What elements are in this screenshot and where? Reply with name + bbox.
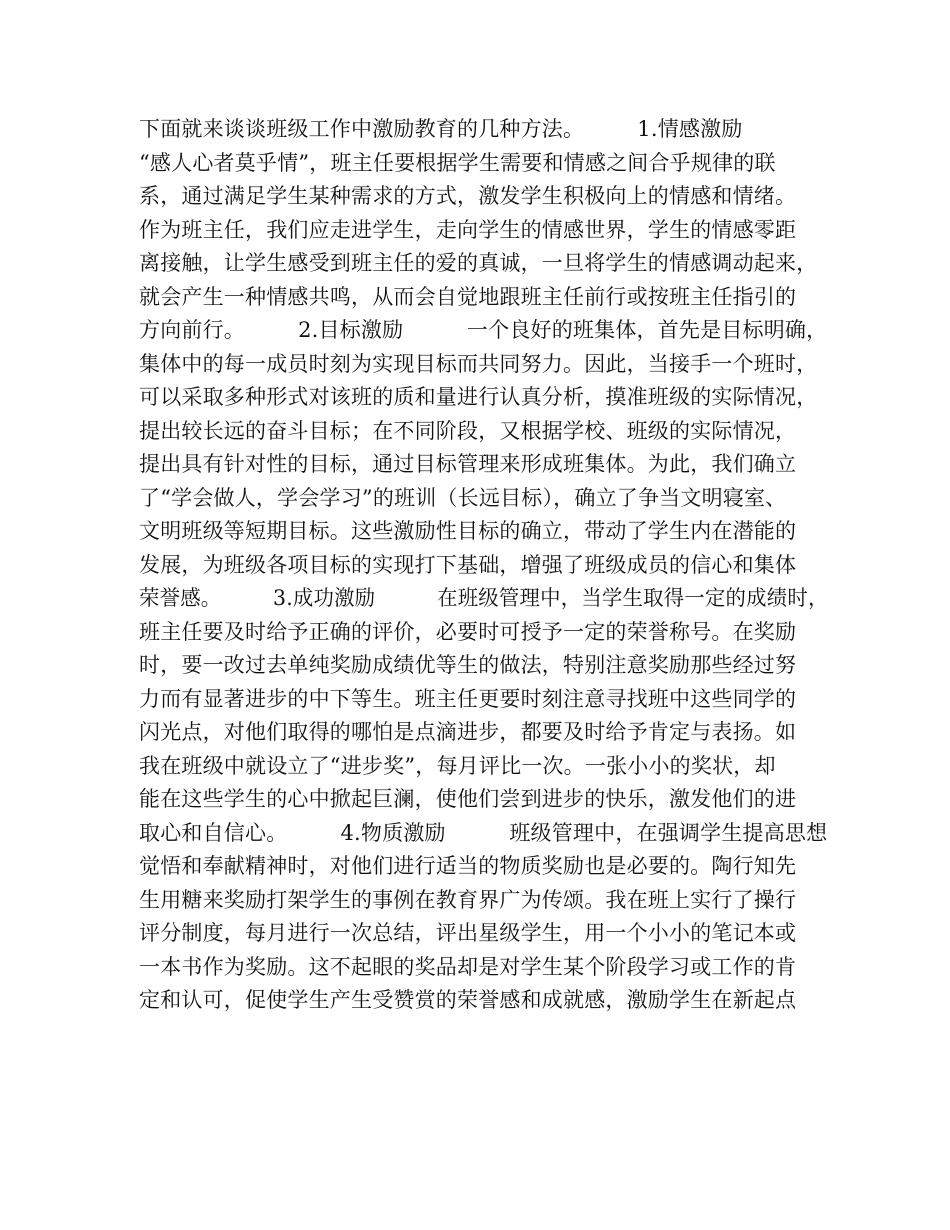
text-line: 集体中的每一成员时刻为实现目标而共同努力。因此，当接手一个班时， [139,351,818,376]
text-line: 定和认可，促使学生产生受赞赏的荣誉感和成就感，激励学生在新起点 [139,988,797,1012]
text-line: 班主任要及时给予正确的评价，必要时可授予一定的荣誉称号。在奖励 [139,619,797,644]
text-line: 提出具有针对性的目标，通过目标管理来形成班集体。为此，我们确立 [139,452,797,476]
text-line: 时，要一改过去单纯奖励成绩优等生的做法，特别注意奖励那些经过努 [139,653,797,677]
text-line: 觉悟和奉献精神时，对他们进行适当的物质奖励也是必要的。陶行知先 [139,854,797,878]
body-text [139,113,829,1018]
text-line: 作为班主任，我们应走进学生，走向学生的情感世界，学生的情感零距 [139,217,797,242]
text-line: 发展，为班级各项目标的实现打下基础，增强了班级成员的信心和集体 [139,552,797,577]
text-line: 我在班级中就设立了“进步奖”，每月评比一次。一张小小的奖状，却 [139,753,776,778]
text-line: 力而有显著进步的中下等生。班主任更要时刻注意寻找班中这些同学的 [139,686,797,711]
text-line: 就会产生一种情感共鸣，从而会自觉地跟班主任前行或按班主任指引的 [139,284,797,309]
text-line: 闪光点，对他们取得的哪怕是点滴进步，都要及时给予肯定与表扬。如 [139,720,797,744]
text-line: 系，通过满足学生某种需求的方式，激发学生积极向上的情感和情绪。 [139,184,797,208]
text-line: 方向前行。 2.目标激励 一个良好的班集体，首先是目标明确， [139,318,828,342]
text-line: 能在这些学生的心中掀起巨澜，使他们尝到进步的快乐，激发他们的进 [139,787,797,811]
text-line: 一本书作为奖励。这不起眼的奖品却是对学生某个阶段学习或工作的肯 [139,954,797,979]
text-line: 荣誉感。 3.成功激励 在班级管理中，当学生取得一定的成绩时， [139,586,829,610]
text-line: 文明班级等短期目标。这些激励性目标的确立，带动了学生内在潜能的 [139,519,797,543]
text-line: 提出较长远的奋斗目标；在不同阶段，又根据学校、班级的实际情况， [139,418,797,443]
text-line: 可以采取多种形式对该班的质和量进行认真分析，摸准班级的实际情况， [139,385,818,409]
text-line: 了“学会做人，学会学习”的班训（长远目标），确立了争当文明寝室、 [139,485,787,510]
text-line: 取心和自信心。 4.物质激励 班级管理中，在强调学生提高思想 [139,820,828,845]
text-line: 下面就来谈谈班级工作中激励教育的几种方法。 1.情感激励 [139,117,743,141]
text-line: “感人心者莫乎情”，班主任要根据学生需要和情感之间合乎规律的联 [139,150,776,175]
text-line: 生用糖来奖励打架学生的事例在教育界广为传颂。我在班上实行了操行 [139,887,797,912]
text-line: 离接触，让学生感受到班主任的爱的真诚，一旦将学生的情感调动起来， [139,251,818,275]
text-line: 评分制度，每月进行一次总结，评出星级学生，用一个小小的笔记本或 [139,921,797,945]
